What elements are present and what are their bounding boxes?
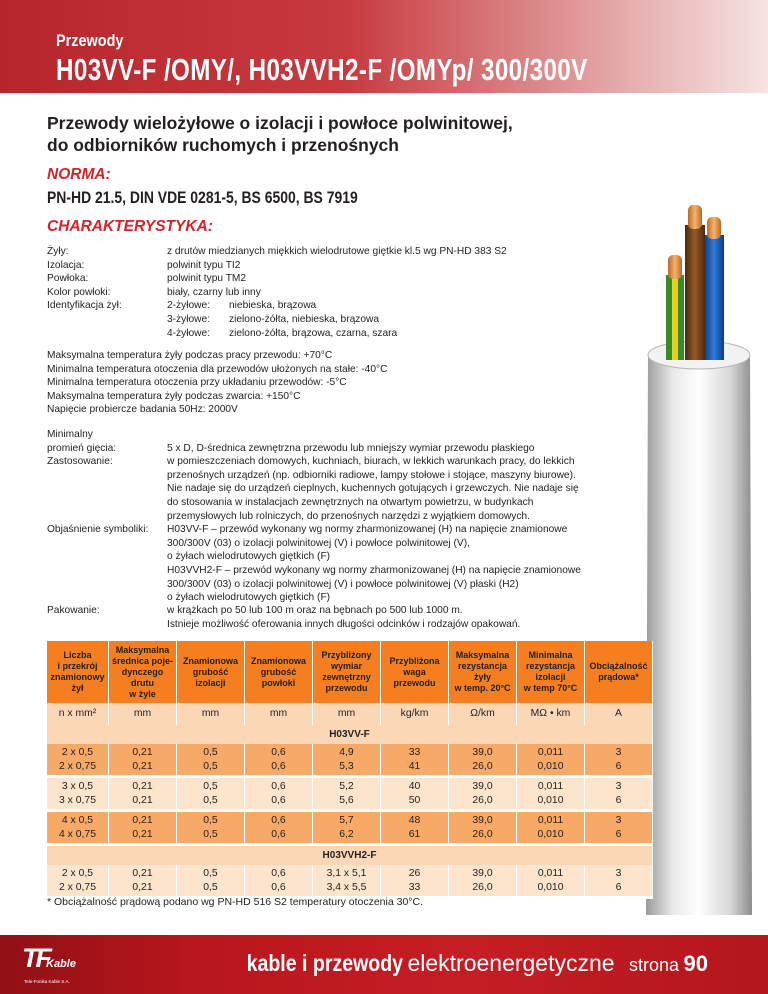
lead-description: Przewody wielożyłowe o izolacji i powłoce polwinitowej, do odbiorników ruchomych i przenośnych [47, 113, 513, 155]
table-cell: 4 x 0,5 4 x 0,75 [47, 812, 109, 846]
table-row [47, 778, 653, 812]
table-row [47, 744, 653, 778]
table-cell: 0,5 0,5 [177, 812, 245, 846]
table-cell: 5,7 6,2 [313, 812, 381, 846]
application-specs: Minimalny promień gięcia: 5 x D, D-średnica zewnętrzna przewodu lub mniejszy wymiar przewodu płaskiego Zastosowanie: w pomieszczeniach domowych, kuchniach, biurach, w lekkich warunkach pracy, do lekkich przenośnych urządzeń (np. odbiorniki radiowe, lampy stołowe i stojące, maszyny biurowe). Nie nadaje się do urządzeń cieplnych, kuchennych gotujących i grzewczych. Nie nadaje się do stosowania w instalacjach zewnętrznych na otwartym powietrzu, w budynkach przemysłowych lub rolniczych, do przenośnych narzędzi z wyjątkiem domowych. Objaśnienie symboliki: H03VV-F – przewód wykonany wg normy zharmonizowanej (H) na napięcie znamionowe 300/300V (03) o izolacji polwinitowej (V) i powłoce polwinitowej (V), o żyłach wielodrutowych giętkich (F) H03VVH2-F – przewód wykonany wg normy zharmonizowanej (H) na napięcie znamionowe 300/300V (03) o izolacji polwinitowej (V) i powłoce polwinitowej (V) płaski (H2) o żyłach wielodrutowych giętkich (F) [47, 429, 581, 604]
col-header: Maksymalna średnica poje- dynczego drutu w żyle [109, 641, 177, 703]
table-cell: 0,011 0,010 [517, 778, 585, 812]
table-cell: 0,6 0,6 [245, 778, 313, 812]
table-cell: 39,0 26,0 [449, 865, 517, 899]
category-label: Przewody [56, 31, 124, 50]
table-row [47, 865, 653, 899]
norma-heading: NORMA: [47, 166, 111, 183]
packaging-specs: Pakowanie: w krążkach po 50 lub 100 m oraz na bębnach po 500 lub 1000 m. Istnieje możliwość oferowania innych długości odcinków i rodzajów opakowań. [47, 605, 521, 630]
table-cell: 0,21 0,21 [109, 812, 177, 846]
spec-table [47, 641, 653, 899]
table-cell: 0,011 0,010 [517, 744, 585, 778]
col-header: Przybliżony wymiar zewnętrzny przewodu [313, 641, 381, 703]
table-cell: 2 x 0,5 2 x 0,75 [47, 744, 109, 778]
temperature-specs: Maksymalna temperatura żyły podczas pracy przewodu: +70°C Minimalna temperatura otoczenia dla przewodów ułożonych na stałe: -40°C Minimalna temperatura otoczenia przy układaniu przewodów: -5°C Maksymalna temperatura żyły podczas zwarcia: +150°C Napięcie probiercze badania 50Hz: 2000V [47, 350, 388, 416]
table-cell: 2 x 0,5 2 x 0,75 [47, 865, 109, 899]
table-cell: 0,6 0,6 [245, 744, 313, 778]
col-header: Maksymalna rezystancja żyły w temp. 20°C [449, 641, 517, 703]
page-footer [0, 935, 768, 994]
characteristics-heading: CHARAKTERYSTYKA: [47, 218, 213, 235]
table-cell: 0,011 0,010 [517, 812, 585, 846]
table-cell: 0,21 0,21 [109, 865, 177, 899]
table-cell: 5,2 5,6 [313, 778, 381, 812]
table-cell: 40 50 [381, 778, 449, 812]
col-header: Minimalna rezystancja izolacji w temp 70°C [517, 641, 585, 703]
page-header [0, 0, 768, 93]
characteristics-list: Żyły: z drutów miedzianych miękkich wielodrutowe giętkie kl.5 wg PN-HD 383 S2 Izolacja: polwinit typu TI2 Powłoka: polwinit typu TM2 Kolor powłoki: biały, czarny lub inny Identyfikacja żył: 2-żyłowe: niebieska, brązowa 3-żyłowe: zielono-żółta, niebieska, brązowa 4-żyłowe: zielono-żółta, brązowa, czarna, szara [47, 246, 507, 339]
table-cell: 3,1 x 5,1 3,4 x 5,5 [313, 865, 381, 899]
table-cell: 0,011 0,010 [517, 865, 585, 899]
group-row-h03vv-f: H03VV-F [47, 725, 653, 744]
table-cell: 0,5 0,5 [177, 744, 245, 778]
table-cell: 3 6 [585, 744, 653, 778]
table-cell: 0,21 0,21 [109, 778, 177, 812]
norma-value: PN-HD 21.5, DIN VDE 0281-5, BS 6500, BS 7919 [47, 188, 358, 207]
col-header: Liczba i przekrój znamionowy żył [47, 641, 109, 703]
table-cell: 3 6 [585, 778, 653, 812]
table-row [47, 812, 653, 846]
group-row-h03vvh2-f: H03VVH2-F [47, 846, 653, 865]
table-cell: 3 6 [585, 812, 653, 846]
table-cell: 0,5 0,5 [177, 865, 245, 899]
footnote: * Obciążalność prądową podano wg PN-HD 516 S2 temperatury otoczenia 30°C. [47, 896, 423, 908]
table-cell: 3 6 [585, 865, 653, 899]
table-cell: 39,0 26,0 [449, 812, 517, 846]
table-cell: 0,21 0,21 [109, 744, 177, 778]
table-cell: 0,5 0,5 [177, 778, 245, 812]
table-cell: 26 33 [381, 865, 449, 899]
page-number: 90 [683, 951, 708, 976]
table-cell: 39,0 26,0 [449, 778, 517, 812]
table-cell: 48 61 [381, 812, 449, 846]
table-cell: 0,6 0,6 [245, 865, 313, 899]
table-cell: 3 x 0,5 3 x 0,75 [47, 778, 109, 812]
cable-illustration [640, 205, 758, 915]
col-header: Przybliżona waga przewodu [381, 641, 449, 703]
table-cell: 33 41 [381, 744, 449, 778]
table-cell: 39,0 26,0 [449, 744, 517, 778]
page-title: H03VV-F /OMY/, H03VVH2-F /OMYp/ 300/300V [56, 52, 588, 87]
col-header: Znamionowa grubość powłoki [245, 641, 313, 703]
col-header: Znamionowa grubość izolacji [177, 641, 245, 703]
footer-tagline: kable i przewody elektroenergetyczne strona 90 [246, 950, 708, 976]
units-row: n x mm² mm mm mm mm kg/km Ω/km MΩ • km A [47, 703, 653, 725]
table-cell: 4,9 5,3 [313, 744, 381, 778]
table-cell: 0,6 0,6 [245, 812, 313, 846]
col-header: Obciążalność prądowa* [585, 641, 653, 703]
tf-kable-logo: TF Kable Tele-Fonika Kable S.A. [22, 943, 76, 984]
table-header-row [47, 641, 653, 703]
